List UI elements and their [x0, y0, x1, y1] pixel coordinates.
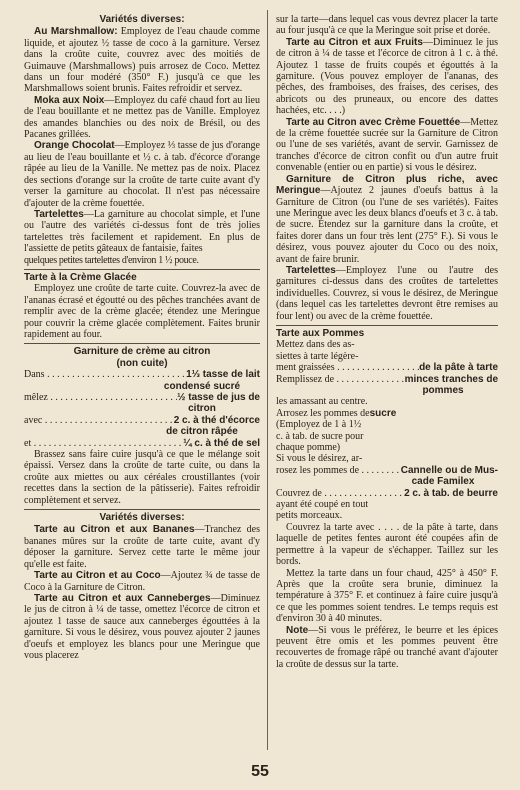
recipe-tartelettes-last-line: quelques petites tartelettes d'environ 1 ½ pouce. [24, 254, 199, 266]
recipe-citron-riche: Garniture de Citron plus riche, avec Meringue—Ajoutez 2 jaunes d'oeufs battus à la Garniture de Citron (ou l'une de ses variétés). Faites une Meringue avec les deux blancs d'oeufs et 3 c. à tab. de sucre. Étendez sur la garniture dans la croûte, et faites dorer dans un four très lent (275° F.). Si vous le désirez, vous pouvez ajouter du Coco ou des noix, avant de faire brunir. [276, 173, 498, 265]
pommes-line: Si vous le désirez, ar- [276, 453, 363, 465]
ingredient-line: mêlez . . . ½ tasse de jus de [24, 392, 260, 403]
section-title-varietes-2: Variétés diverses: [99, 512, 185, 524]
recipe-tartelettes-2: Tartelettes—Employez l'une ou l'autre des garnitures ci-dessus dans des croûtes de tartelettes individuelles. Couvrez, si vous le désirez, de Meringue (dans lequel cas les tartelettes devront être remises au four lent) ou avec de la crème fouettée. [276, 264, 498, 322]
pommes-continuation: cade Familex [411, 476, 475, 488]
pommes-note: Note—Si vous le préférez, le beurre et les épices peuvent être omis et les pommes peuvent être recouvertes de fromage râpé ou tranché avant d'ajouter la croûte de dessus sur la tarte. [276, 624, 498, 670]
left-column [24, 14, 260, 661]
recipe-moka: Moka aux Noix—Employez du café chaud fort au lieu de l'eau bouillante et ne mettez pas de Vanille. Employez des amandes blanchies ou des noix de Brésil, ou des Pacanes grillées. [24, 94, 260, 141]
pommes-ingredient-line: Remplissez de . . . minces tranches de [276, 374, 498, 385]
section-title-varietes: Variétés diverses: [99, 14, 185, 25]
pommes-ingredient-line: Couvrez de . . . 2 c. à tab. de beurre [276, 488, 498, 499]
pommes-instructions-2: Mettez la tarte dans un four chaud, 425° à 450° F. Après que la croûte sera brunie, diminuez la température à 375° F. et continuez à faire cuire jusqu'à ce que les pommes soient tendres. Le temps requis est d'environ 30 à 40 minutes. [276, 567, 498, 625]
recipe-citron-fruits: Tarte au Citron et aux Fruits—Diminuez le jus de citron à ¼ de tasse et l'écorce de citron à 1 c. à thé. Ajoutez 1 tasse de fruits coupés et égouttés à la garniture. (Vous pouvez employer de l'ananas, des pêches, des framboises, des fraises, des cerises, des abricots ou des pruneaux, ou encore des dattes hachées, etc. . . .) [276, 36, 498, 117]
ingredient-continuation: de citron râpée [166, 426, 238, 438]
section-title-creme-glacee: Tarte à la Crème Glacée [24, 271, 137, 283]
recipe-creme-fouettee: Tarte au Citron avec Crème Fouettée—Mettez de la crème fouettée sucrée sur la Garniture de Citron ou l'une de ses variétés, avant de servir. Garnissez de tranches d'écorce de citron confit ou d'un autre fruit convenable (entier ou en partie) si vous le désirez. [276, 116, 498, 174]
column-divider [267, 10, 268, 750]
recipe-citron-instructions: Brassez sans faire cuire jusqu'à ce que le mélange soit épaissi. Versez dans la croûte de tarte cuite, ou dans la croûte aux miettes ou aux céréales croustillantes (voir recettes dans la section de la pâtisserie). Faites refroidir complètement et servez. [24, 449, 260, 506]
ingredient-continuation: citron [188, 403, 216, 415]
pommes-line: petits morceaux. [276, 510, 343, 522]
pommes-line: Mettez dans des as- [276, 339, 355, 351]
page-number: 55 [251, 763, 269, 780]
pommes-line: siettes à tarte légère- [276, 350, 359, 362]
recipe-citron-bananes: Tarte au Citron et aux Bananes—Tranchez des bananes mûres sur la croûte de tarte cuite, avant d'y déposer la garniture. Servez cette tarte le même jour qu'elle est faite. [24, 524, 261, 570]
ingredient-line: et . . . ¼ c. à thé de sel [24, 438, 260, 449]
divider [24, 269, 260, 270]
recipe-citron-canneberges: Tarte au Citron et aux Canneberges—Diminuez le jus de citron à ¼ de tasse, omettez l'écorce de citron et ajoutez 1 tasse de sauce aux canneberges égouttées à la garniture. Si vous le désirez, vous pouvez ajouter 2 jaunes d'oeufs et employez les blancs pour une Meringue que vous placerez [24, 592, 260, 661]
pommes-line: c. à tab. de sucre pour [276, 430, 364, 442]
pommes-instructions-1: Couvrez la tarte avec . . . . de la pâte à tarte, dans laquelle de petites fentes auront été coupées afin de permettre à la vapeur de s'échapper. Taillez sur les bords. [276, 521, 498, 568]
recipe-marshmallow: Au Marshmallow: Employez de l'eau chaude comme liquide, et ajoutez ½ tasse de coco à la garniture. Versez dans la croûte cuite, couvrez avec des moitiés de Guimauve (Marshmallows) puis arrosez de Coco. Mettez dans un four modéré (350° F.) jusqu'à ce que les Marshmallows soient brunis. Faites refroidir et servez. [24, 26, 260, 95]
section-subtitle-non-cuite: (non cuite) [116, 357, 168, 369]
pommes-line: les amassant au centre. [276, 396, 368, 408]
recipe-tartelettes: Tartelettes—La garniture au chocolat simple, et l'une ou l'autre des variétés ci-dessus font de très jolies tartelettes très facilement et rapidement. En plus de l'assiette de petits gâteaux de fantaisie, faites [24, 208, 260, 255]
right-column [276, 14, 498, 670]
recipe-canneberges-continued: sur la tarte—dans lequel cas vous devrez placer la tarte au four jusqu'à ce que la Meringue soit prise et dorée. [276, 14, 498, 37]
recipe-orange-chocolat: Orange Chocolat—Employez ⅓ tasse de jus d'orange au lieu de l'eau bouillante et ½ c. à tab. d'écorce d'orange râpée au lieu de la Vanille. Ne mettez pas de noix. Placez des sections d'orange sur la croûte de tarte cuite avant d'y verser la garniture au chocolat. Il n'est pas nécessaire d'ajouter de la crème fouettée. [24, 140, 260, 209]
ingredient-continuation: condensé sucré [163, 380, 241, 392]
divider [276, 325, 498, 326]
section-title-garniture-citron: Garniture de crème au citron [73, 346, 211, 358]
pommes-continuation: pommes [422, 385, 464, 396]
pommes-line: Arrosez les pommes desucre [276, 407, 397, 419]
pommes-ingredient-line: rosez les pommes de . . . Cannelle ou de Mus- [276, 465, 498, 476]
recipe-creme-glacee: Employez une croûte de tarte cuite. Couvrez-la avec de l'ananas écrasé et égoutté ou des pêches tranchées avant de remplir avec de la crème glacée; étendez une Meringue pour couvrir la crème glacée complètement. Faites brunir rapidement au four. [24, 283, 260, 340]
pommes-line: (Employez de 1 à 1½ [276, 419, 362, 431]
ingredient-line: avec . . . 2 c. à thé d'écorce [24, 415, 260, 426]
divider [24, 343, 260, 344]
pommes-line: chaque pomme) [276, 442, 341, 454]
pommes-line: ayant été coupé en tout [276, 499, 369, 511]
recipe-citron-coco: Tarte au Citron et au Coco—Ajoutez ¾ de tasse de Coco à la Garniture de Citron. [24, 570, 260, 593]
section-title-pommes: Tarte aux Pommes [276, 327, 365, 339]
pommes-ingredient-line: ment graissées . . . de la pâte à tarte [276, 362, 498, 373]
ingredient-line: Dans . . . 1⅓ tasse de lait [24, 369, 260, 380]
divider [24, 509, 260, 510]
